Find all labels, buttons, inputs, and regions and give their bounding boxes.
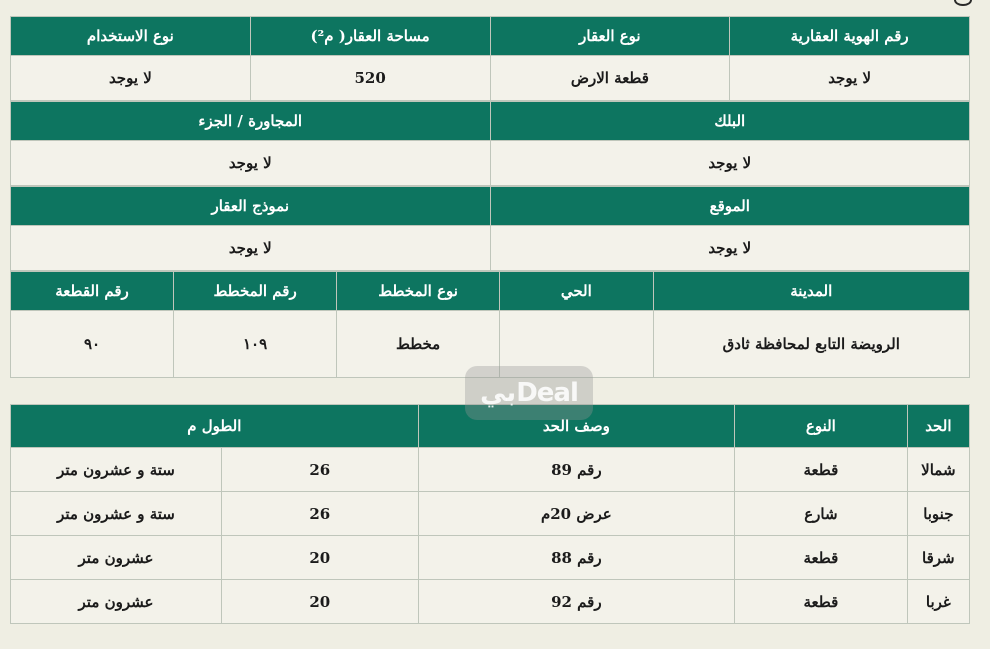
header-boundary-desc: وصف الحد <box>418 405 734 448</box>
boundary-side: جنوبا <box>907 492 969 536</box>
value-property-type: قطعة الارض <box>490 56 730 101</box>
header-property-id: رقم الهوية العقارية <box>730 17 970 56</box>
header-city: المدينة <box>653 272 969 311</box>
header-usage-type: نوع الاستخدام <box>11 17 251 56</box>
boundary-length-text: ستة و عشرون متر <box>11 492 222 536</box>
boundary-length: 20 <box>222 536 419 580</box>
header-plot-number: رقم القطعة <box>11 272 174 311</box>
boundary-type: قطعة <box>735 536 908 580</box>
header-block: البلك <box>490 102 970 141</box>
header-location: الموقع <box>490 187 970 226</box>
block-table <box>10 101 970 186</box>
boundary-type: قطعة <box>735 448 908 492</box>
boundary-length: 26 <box>222 448 419 492</box>
boundary-length-text: ستة و عشرون متر <box>11 448 222 492</box>
header-district: الحي <box>500 272 653 311</box>
boundary-length: 26 <box>222 492 419 536</box>
header-neighborhood-part: المجاورة / الجزء <box>11 102 491 141</box>
value-property-model: لا يوجد <box>11 226 491 271</box>
header-plan-type: نوع المخطط <box>337 272 500 311</box>
boundary-type: قطعة <box>735 580 908 624</box>
value-city: الرويضة التابع لمحافظة ثادق <box>653 311 969 378</box>
boundary-side: شمالا <box>907 448 969 492</box>
boundary-side: غربا <box>907 580 969 624</box>
value-block: لا يوجد <box>490 141 970 186</box>
table-row <box>11 492 970 536</box>
value-location: لا يوجد <box>490 226 970 271</box>
boundary-length-text: عشرون متر <box>11 536 222 580</box>
property-document <box>10 16 970 624</box>
boundary-desc: رقم 88 <box>418 536 734 580</box>
boundary-length: 20 <box>222 580 419 624</box>
header-property-model: نموذج العقار <box>11 187 491 226</box>
header-plan-number: رقم المخطط <box>174 272 337 311</box>
boundary-side: شرقا <box>907 536 969 580</box>
boundaries-table <box>10 404 970 624</box>
property-info-table <box>10 16 970 101</box>
boundary-desc: رقم 89 <box>418 448 734 492</box>
value-property-area: 520 <box>250 56 490 101</box>
value-neighborhood-part: لا يوجد <box>11 141 491 186</box>
header-property-type: نوع العقار <box>490 17 730 56</box>
plan-table <box>10 271 970 378</box>
header-length: الطول م <box>11 405 419 448</box>
boundary-type: شارع <box>735 492 908 536</box>
boundary-length-text: عشرون متر <box>11 580 222 624</box>
value-plot-number: ٩٠ <box>11 311 174 378</box>
boundary-desc: رقم 92 <box>418 580 734 624</box>
boundary-desc: عرض 20م <box>418 492 734 536</box>
value-plan-number: ١٠٩ <box>174 311 337 378</box>
table-row <box>11 536 970 580</box>
location-table <box>10 186 970 271</box>
value-plan-type: مخطط <box>337 311 500 378</box>
page-corner-mark <box>954 0 972 6</box>
value-usage-type: لا يوجد <box>11 56 251 101</box>
table-row <box>11 448 970 492</box>
header-boundary-type: النوع <box>735 405 908 448</box>
header-boundary: الحد <box>907 405 969 448</box>
value-property-id: لا يوجد <box>730 56 970 101</box>
header-property-area: مساحة العقار( م²) <box>250 17 490 56</box>
table-row <box>11 580 970 624</box>
watermark-logo: بيDeal <box>465 366 593 420</box>
